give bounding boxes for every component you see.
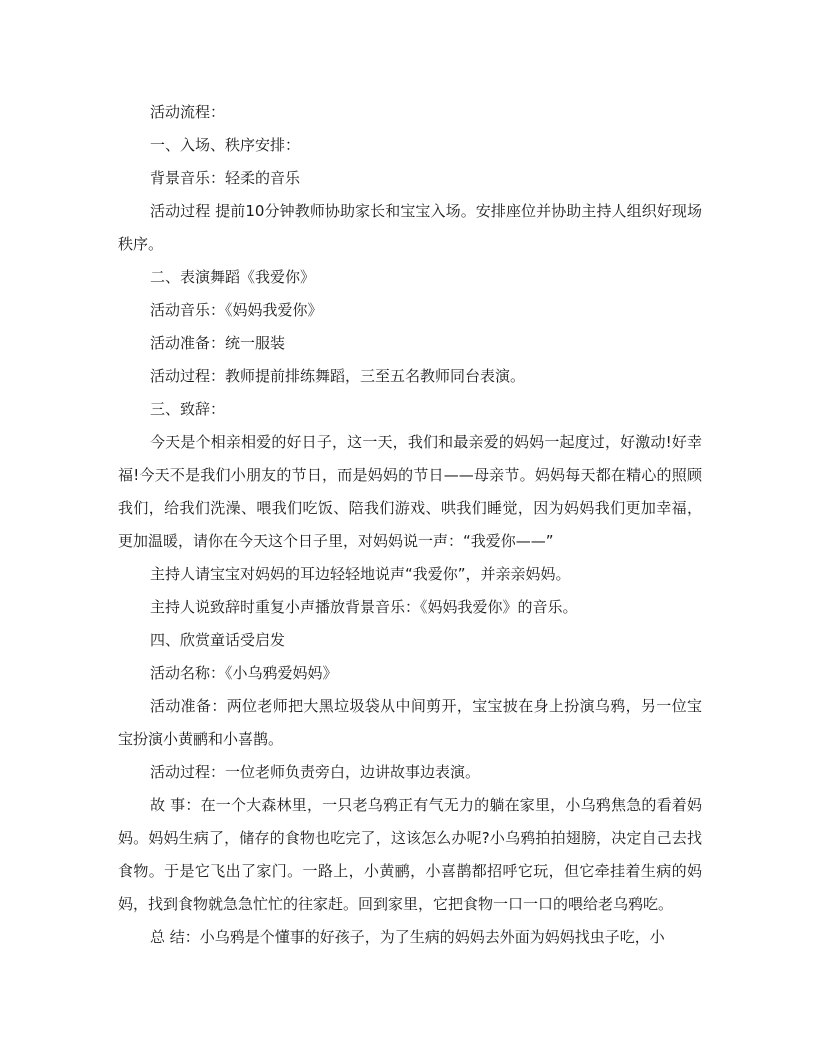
paragraph-section-2-heading: 二、表演舞蹈《我爱你》 [150,268,316,286]
paragraph-dance-music: 活动音乐：《妈妈我爱你》 [150,301,323,319]
paragraph-flow-heading: 活动流程： [150,103,226,121]
paragraph-section-3-heading: 三、致辞： [150,400,226,418]
paragraph-section-1-heading: 一、入场、秩序安排： [150,136,301,154]
paragraph-story-text: 故 事：在一个大森林里，一只老乌鸦正有气无力的躺在家里，小乌鸦焦急的看着妈妈。妈妈生病了，储存的食物也吃完了，这该怎么办呢?小乌鸦拍拍翅膀，决定自己去找食物。于是它飞出了家门。一路上，小黄鹂，小喜鹊都招呼它玩，但它牵挂着生病的妈妈，找到食物就急急忙忙的往家赶。回到家里，它把食物一口一口的喂给老乌鸦吃。 [118,796,702,913]
paragraph-story-preparation: 活动准备：两位老师把大黑垃圾袋从中间剪开，宝宝披在身上扮演乌鸦，另一位宝宝扮演小黄鹂和小喜鹊。 [118,697,702,748]
paragraph-story-name: 活动名称：《小乌鸦爱妈妈》 [150,664,338,682]
paragraph-speech: 今天是个相亲相爱的好日子，这一天，我们和最亲爱的妈妈一起度过，好激动!好幸福!今天不是我们小朋友的节日，而是妈妈的节日——母亲节。妈妈每天都在精心的照顾我们，给我们洗澡、喂我们吃饭、陪我们游戏、哄我们睡觉，因为妈妈我们更加幸福，更加温暖，请你在今天这个日子里，对妈妈说一声：“我爱你——” [118,433,702,550]
paragraph-summary: 总 结：小乌鸦是个懂事的好孩子，为了生病的妈妈去外面为妈妈找虫子吃，小 [150,928,665,946]
paragraph-section-4-heading: 四、欣赏童话受启发 [150,631,286,649]
paragraph-background-music: 背景音乐：轻柔的音乐 [150,169,301,187]
paragraph-story-process: 活动过程：一位老师负责旁白，边讲故事边表演。 [150,763,481,781]
paragraph-host-music: 主持人说致辞时重复小声播放背景音乐：《妈妈我爱你》的音乐。 [150,598,578,616]
paragraph-host-kiss: 主持人请宝宝对妈妈的耳边轻轻地说声“我爱你”，并亲亲妈妈。 [150,565,571,583]
paragraph-dance-process: 活动过程：教师提前排练舞蹈，三至五名教师同台表演。 [150,367,526,385]
document-body [118,96,702,954]
paragraph-dance-preparation: 活动准备：统一服装 [150,334,286,352]
paragraph-entry-process: 活动过程 提前10分钟教师协助家长和宝宝入场。安排座位并协助主持人组织好现场秩序。 [118,202,702,253]
